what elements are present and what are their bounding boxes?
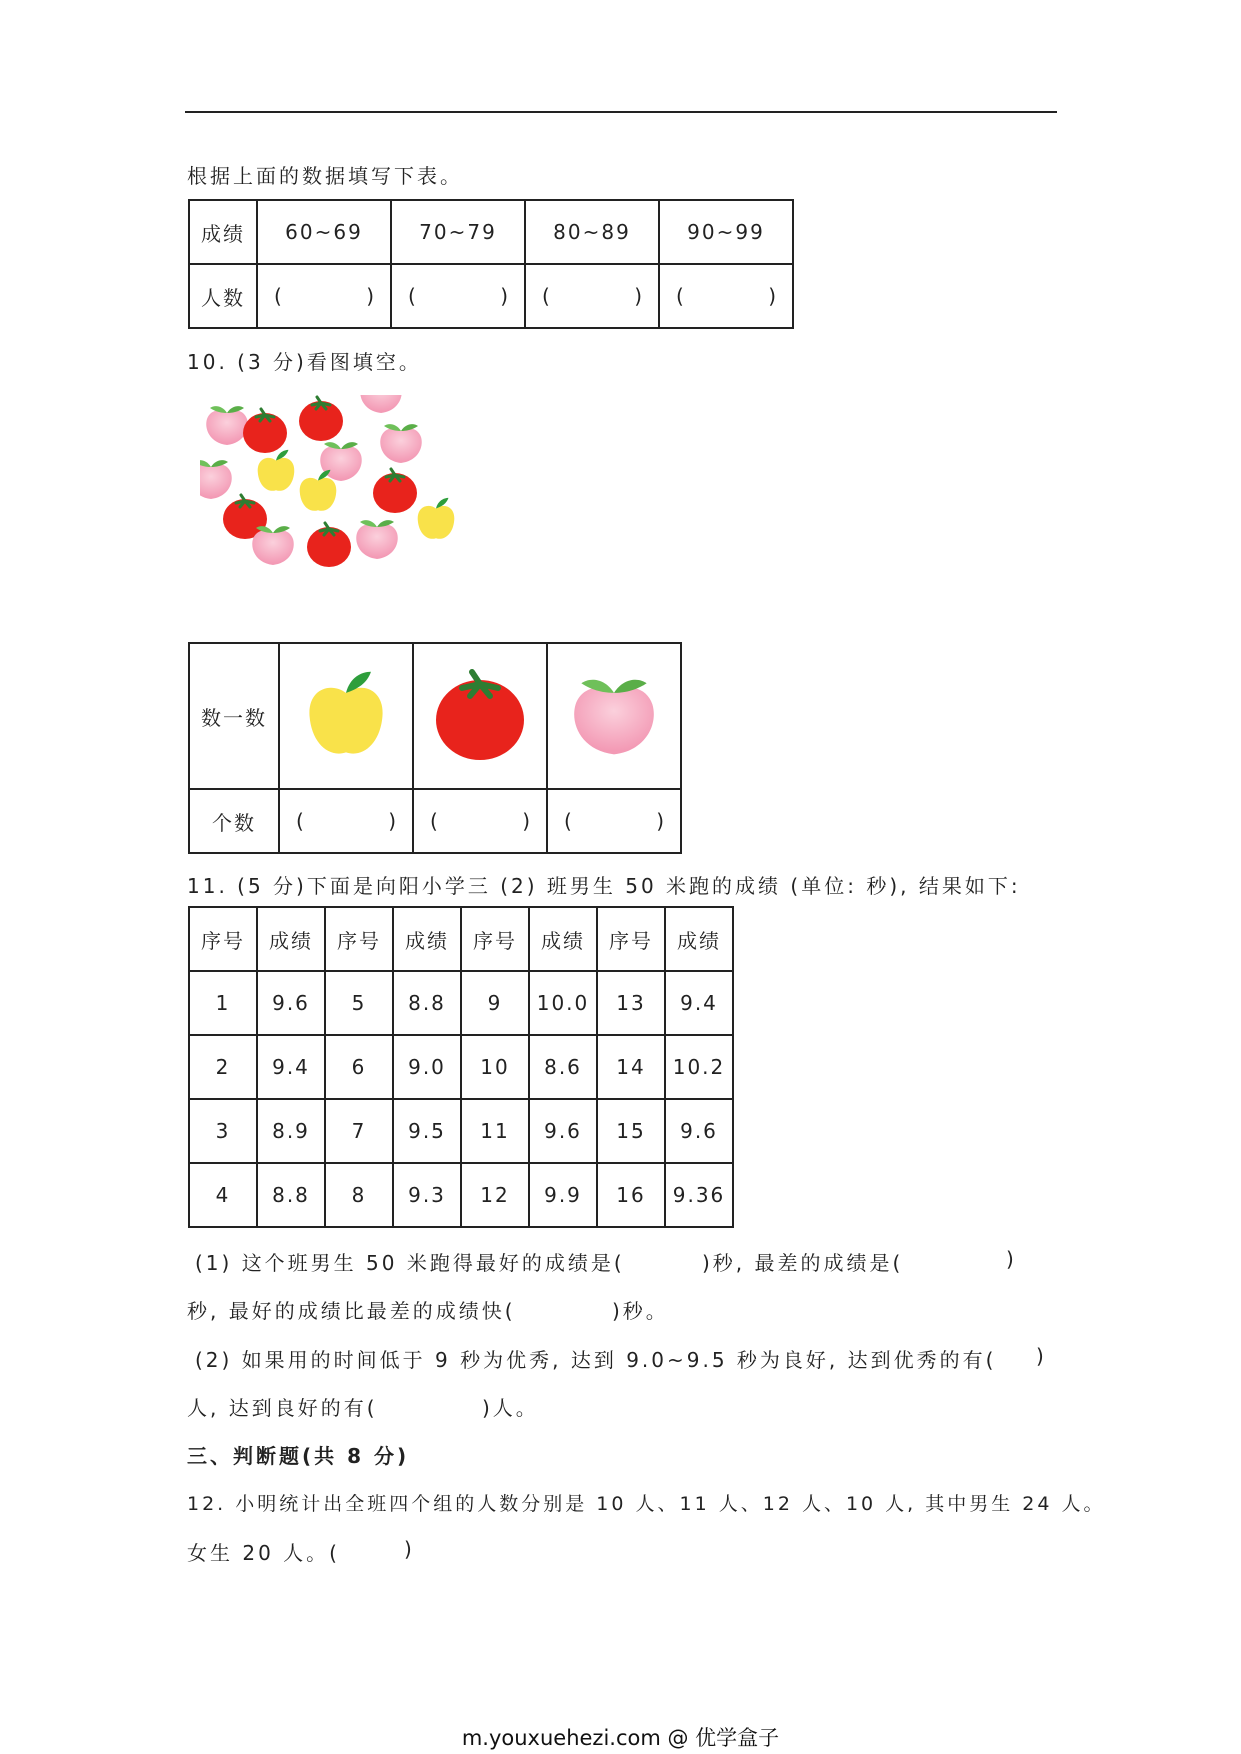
table-cell: 9.9	[529, 1163, 597, 1227]
fruit-count-table	[188, 642, 682, 854]
table-row	[189, 1035, 733, 1099]
table-cell: 14	[597, 1035, 665, 1099]
header-cell: 序号	[189, 907, 257, 971]
tomato-icon	[430, 661, 530, 767]
question-12-line-1: 12. 小明统计出全班四个组的人数分别是 10 人、11 人、12 人、10 人, 其中男生 24 人。	[187, 1493, 1106, 1515]
sub-question-2-part-d: )人。	[482, 1396, 539, 1420]
apple-icon	[298, 659, 394, 769]
table-cell: 1	[189, 971, 257, 1035]
sub-question-1-part-c: )	[1006, 1247, 1017, 1271]
table-cell: 8.8	[393, 971, 461, 1035]
row-label-score: 成绩	[189, 200, 257, 264]
peach-cell	[547, 643, 681, 789]
header-cell: 成绩	[665, 907, 733, 971]
header-cell: 成绩	[393, 907, 461, 971]
sub-question-1-part-a: (1) 这个班男生 50 米跑得最好的成绩是(	[195, 1251, 625, 1275]
table-cell: 9.0	[393, 1035, 461, 1099]
range-cell: 90~99	[659, 200, 793, 264]
header-row	[189, 907, 733, 971]
fruit-cluster-image	[200, 395, 520, 630]
table-cell: 2	[189, 1035, 257, 1099]
table-cell: 9	[461, 971, 529, 1035]
table-cell: 6	[325, 1035, 393, 1099]
header-cell: 序号	[461, 907, 529, 971]
table-cell: 12	[461, 1163, 529, 1227]
question-10-text: 10. (3 分)看图填空。	[187, 350, 422, 374]
answer-blank[interactable]: ( )	[547, 789, 681, 853]
row-label-quantity: 个数	[189, 789, 279, 853]
row-label-count: 人数	[189, 264, 257, 328]
table-cell: 3	[189, 1099, 257, 1163]
table-cell: 16	[597, 1163, 665, 1227]
table-cell: 9.6	[257, 971, 325, 1035]
table-cell: 7	[325, 1099, 393, 1163]
table-row	[189, 1099, 733, 1163]
sub-question-2-part-a: (2) 如果用的时间低于 9 秒为优秀, 达到 9.0~9.5 秒为良好, 达到优秀的有(	[195, 1348, 997, 1372]
table-row	[189, 971, 733, 1035]
table-cell: 9.6	[665, 1099, 733, 1163]
question-12-close: )	[404, 1537, 415, 1561]
question-11-text: 11. (5 分)下面是向阳小学三 (2) 班男生 50 米跑的成绩 (单位: 秒), 结果如下:	[187, 874, 1021, 898]
intro-line: 根据上面的数据填写下表。	[187, 164, 463, 188]
section-3-heading: 三、判断题(共 8 分)	[187, 1444, 410, 1468]
row-label-count-up: 数一数	[189, 643, 279, 789]
table-cell: 8.9	[257, 1099, 325, 1163]
answer-blank[interactable]: ( )	[525, 264, 659, 328]
table-cell: 9.36	[665, 1163, 733, 1227]
tomato-cell	[413, 643, 547, 789]
score-range-table	[188, 199, 794, 329]
range-cell: 60~69	[257, 200, 391, 264]
table-cell: 10	[461, 1035, 529, 1099]
header-cell: 成绩	[529, 907, 597, 971]
footer-watermark: m.youxuehezi.com @ 优学盒子	[461, 1726, 780, 1750]
table-cell: 9.4	[665, 971, 733, 1035]
sub-question-1-part-b: )秒, 最差的成绩是(	[702, 1251, 904, 1275]
peach-icon	[566, 664, 662, 764]
table-cell: 9.6	[529, 1099, 597, 1163]
header-cell: 序号	[597, 907, 665, 971]
answer-blank[interactable]: ( )	[257, 264, 391, 328]
table-cell: 5	[325, 971, 393, 1035]
question-12-line-2: 女生 20 人。(	[187, 1541, 340, 1565]
answer-blank[interactable]: ( )	[279, 789, 413, 853]
top-rule	[185, 111, 1057, 113]
sub-question-2-part-b: )	[1036, 1344, 1047, 1368]
apple-cell	[279, 643, 413, 789]
answer-blank[interactable]: ( )	[413, 789, 547, 853]
table-cell: 15	[597, 1099, 665, 1163]
table-cell: 9.3	[393, 1163, 461, 1227]
sub-question-1-part-d: 秒, 最好的成绩比最差的成绩快(	[187, 1299, 516, 1323]
run-results-table	[188, 906, 734, 1228]
sub-question-2-part-c: 人, 达到良好的有(	[187, 1396, 378, 1420]
header-cell: 成绩	[257, 907, 325, 971]
range-cell: 80~89	[525, 200, 659, 264]
table-cell: 9.4	[257, 1035, 325, 1099]
answer-blank[interactable]: ( )	[659, 264, 793, 328]
table-cell: 8.6	[529, 1035, 597, 1099]
answer-blank[interactable]: ( )	[391, 264, 525, 328]
range-cell: 70~79	[391, 200, 525, 264]
table-cell: 13	[597, 971, 665, 1035]
header-cell: 序号	[325, 907, 393, 971]
table-cell: 4	[189, 1163, 257, 1227]
table-cell: 11	[461, 1099, 529, 1163]
table-cell: 10.0	[529, 971, 597, 1035]
sub-question-1-part-e: )秒。	[612, 1299, 669, 1323]
table-cell: 8	[325, 1163, 393, 1227]
table-cell: 8.8	[257, 1163, 325, 1227]
table-cell: 9.5	[393, 1099, 461, 1163]
table-cell: 10.2	[665, 1035, 733, 1099]
table-row	[189, 1163, 733, 1227]
